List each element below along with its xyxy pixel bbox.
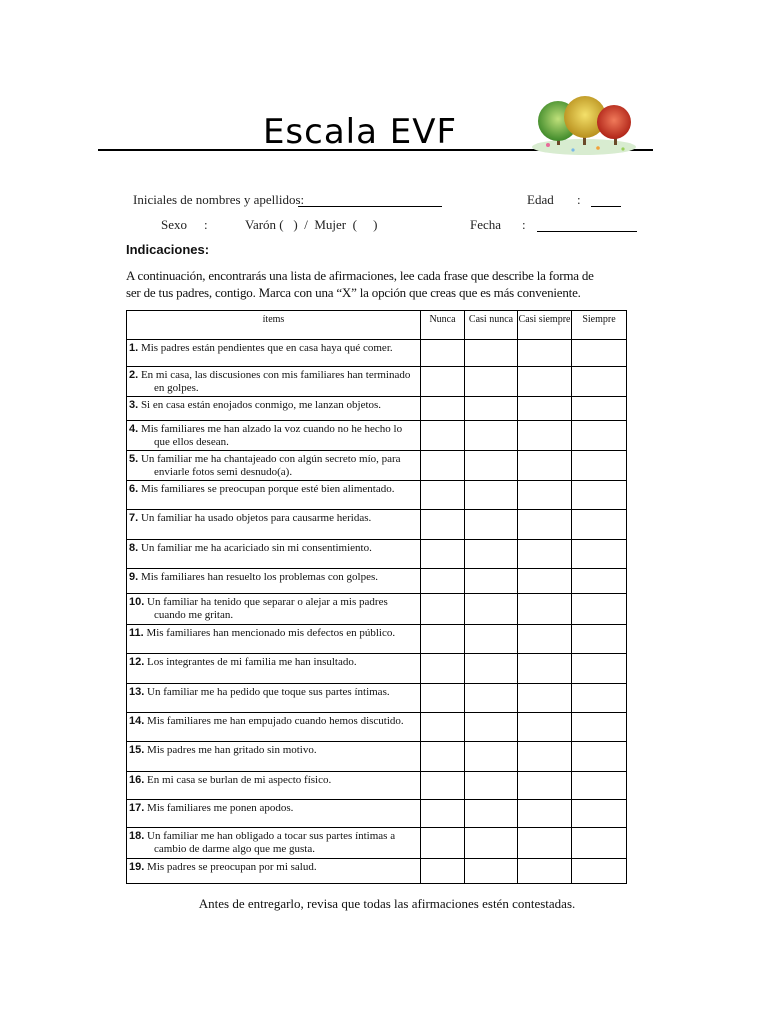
answer-cell-casi-siempre[interactable] <box>518 540 572 569</box>
item-statement <box>127 510 421 540</box>
answer-cell-casi-siempre[interactable] <box>518 800 572 828</box>
answer-cell-casi-siempre[interactable] <box>518 397 572 421</box>
item-text-continued: que ellos desean. <box>154 436 229 448</box>
item-number: 17. <box>129 802 145 814</box>
table-row <box>127 569 627 594</box>
answer-cell-siempre[interactable] <box>572 367 627 397</box>
item-number: 5. <box>129 453 139 465</box>
table-row <box>127 800 627 828</box>
item-number: 6. <box>129 483 139 495</box>
item-text-continued: cambio de darme algo que me gusta. <box>154 843 315 855</box>
item-statement <box>127 772 421 800</box>
item-text: Mis familiares han mencionado mis defectos en público. <box>146 627 396 639</box>
item-text: En mi casa, las discusiones con mis familiares han terminado <box>140 369 411 381</box>
answer-cell-casi-nunca[interactable] <box>465 510 518 540</box>
table-row <box>127 451 627 481</box>
answer-cell-nunca[interactable] <box>421 397 465 421</box>
item-text: Mis padres se preocupan por mi salud. <box>147 861 317 873</box>
answer-cell-casi-nunca[interactable] <box>465 421 518 451</box>
item-statement <box>127 684 421 713</box>
item-text: Si en casa están enojados conmigo, me lanzan objetos. <box>140 399 382 411</box>
trees-logo-icon <box>528 95 640 157</box>
item-text: Mis familiares me han empujado cuando hemos discutido. <box>147 715 404 727</box>
table-row <box>127 772 627 800</box>
item-statement <box>127 340 421 367</box>
item-statement <box>127 569 421 594</box>
sexo-colon: : <box>204 217 208 232</box>
answer-cell-casi-siempre[interactable] <box>518 594 572 625</box>
initials-input-line[interactable] <box>298 206 442 207</box>
item-number: 12. <box>129 656 145 668</box>
item-text: Un familiar me ha pedido que toque sus partes íntimas. <box>147 686 390 698</box>
answer-cell-casi-nunca[interactable] <box>465 397 518 421</box>
header-casi-nunca: Casi nunca <box>465 311 518 340</box>
answer-cell-siempre[interactable] <box>572 800 627 828</box>
item-statement <box>127 742 421 772</box>
item-text-continued: cuando me gritan. <box>154 609 234 621</box>
item-statement <box>127 481 421 510</box>
item-text-continued: en golpes. <box>154 382 199 394</box>
answer-cell-siempre[interactable] <box>572 540 627 569</box>
answer-cell-casi-nunca[interactable] <box>465 451 518 481</box>
item-number: 11. <box>129 627 144 639</box>
answer-cell-nunca[interactable] <box>421 654 465 684</box>
answer-cell-siempre[interactable] <box>572 684 627 713</box>
answer-cell-casi-nunca[interactable] <box>465 340 518 367</box>
item-statement <box>127 859 421 884</box>
answer-cell-nunca[interactable] <box>421 594 465 625</box>
table-row <box>127 594 627 625</box>
answer-cell-casi-nunca[interactable] <box>465 654 518 684</box>
answer-cell-casi-siempre[interactable] <box>518 481 572 510</box>
answer-cell-siempre[interactable] <box>572 594 627 625</box>
answer-cell-casi-siempre[interactable] <box>518 625 572 654</box>
table-row <box>127 397 627 421</box>
item-number: 2. <box>129 369 139 381</box>
sexo-label: Sexo <box>161 217 187 232</box>
answer-cell-nunca[interactable] <box>421 625 465 654</box>
item-statement <box>127 828 421 859</box>
item-number: 13. <box>129 686 145 698</box>
table-row <box>127 859 627 884</box>
item-text: Mis familiares han resuelto los problemas con golpes. <box>140 571 378 583</box>
item-text: Un familiar ha tenido que separar o alejar a mis padres <box>147 596 388 608</box>
answer-cell-nunca[interactable] <box>421 340 465 367</box>
edad-colon: : <box>577 192 581 207</box>
table-row <box>127 481 627 510</box>
item-statement <box>127 713 421 742</box>
answer-cell-casi-nunca[interactable] <box>465 594 518 625</box>
table-row <box>127 540 627 569</box>
answer-cell-siempre[interactable] <box>572 340 627 367</box>
answer-cell-nunca[interactable] <box>421 742 465 772</box>
answer-cell-casi-siempre[interactable] <box>518 421 572 451</box>
table-row <box>127 828 627 859</box>
item-statement <box>127 421 421 451</box>
answer-cell-casi-siempre[interactable] <box>518 367 572 397</box>
answer-cell-casi-siempre[interactable] <box>518 828 572 859</box>
item-number: 15. <box>129 744 145 756</box>
item-text: En mi casa se burlan de mi aspecto físico. <box>147 774 332 786</box>
item-number: 4. <box>129 423 139 435</box>
answer-cell-casi-nunca[interactable] <box>465 828 518 859</box>
table-row <box>127 367 627 397</box>
item-number: 18. <box>129 830 145 842</box>
item-text: Los integrantes de mi familia me han insultado. <box>147 656 357 668</box>
fecha-label: Fecha <box>470 217 502 232</box>
item-text: Un familiar me han obligado a tocar sus partes íntimas a <box>147 830 396 842</box>
item-number: 16. <box>129 774 145 786</box>
answer-cell-casi-siempre[interactable] <box>518 684 572 713</box>
answer-cell-nunca[interactable] <box>421 481 465 510</box>
answer-cell-nunca[interactable] <box>421 800 465 828</box>
initials-label: Iniciales de nombres y apellidos: <box>133 192 305 207</box>
item-statement <box>127 625 421 654</box>
item-statement <box>127 397 421 421</box>
header-casi-siempre: Casi siempre <box>518 311 572 340</box>
answer-cell-nunca[interactable] <box>421 510 465 540</box>
header-nunca: Nunca <box>421 311 465 340</box>
answer-cell-casi-siempre[interactable] <box>518 713 572 742</box>
answer-cell-nunca[interactable] <box>421 713 465 742</box>
answer-cell-casi-siempre[interactable] <box>518 654 572 684</box>
item-text: Mis familiares se preocupan porque esté bien alimentado. <box>140 483 395 495</box>
fecha-colon: : <box>522 217 526 232</box>
answer-cell-siempre[interactable] <box>572 859 627 884</box>
header-siempre: Siempre <box>572 311 627 340</box>
instructions-heading: Indicaciones: <box>126 242 210 257</box>
edad-input-line[interactable] <box>591 206 621 207</box>
answer-cell-nunca[interactable] <box>421 540 465 569</box>
answer-cell-nunca[interactable] <box>421 684 465 713</box>
answer-cell-nunca[interactable] <box>421 367 465 397</box>
answer-cell-siempre[interactable] <box>572 451 627 481</box>
answer-cell-siempre[interactable] <box>572 772 627 800</box>
answer-cell-casi-siempre[interactable] <box>518 569 572 594</box>
answer-cell-siempre[interactable] <box>572 625 627 654</box>
item-number: 7. <box>129 512 139 524</box>
answer-cell-casi-nunca[interactable] <box>465 800 518 828</box>
item-statement <box>127 800 421 828</box>
item-statement <box>127 594 421 625</box>
answer-cell-casi-siempre[interactable] <box>518 510 572 540</box>
answer-cell-casi-siempre[interactable] <box>518 772 572 800</box>
answer-cell-nunca[interactable] <box>421 451 465 481</box>
header-items: ítems <box>127 311 421 340</box>
answer-cell-siempre[interactable] <box>572 828 627 859</box>
item-statement <box>127 540 421 569</box>
edad-label: Edad <box>527 192 554 207</box>
fecha-input-line[interactable] <box>537 231 637 232</box>
item-statement <box>127 367 421 397</box>
answer-cell-siempre[interactable] <box>572 481 627 510</box>
item-number: 10. <box>129 596 145 608</box>
answer-cell-casi-siempre[interactable] <box>518 340 572 367</box>
answer-cell-nunca[interactable] <box>421 569 465 594</box>
sexo-options[interactable]: Varón ( ) / Mujer ( ) <box>245 217 378 232</box>
item-text: Mis padres me han gritado sin motivo. <box>147 744 317 756</box>
table-row <box>127 742 627 772</box>
answer-cell-casi-nunca[interactable] <box>465 713 518 742</box>
table-row <box>127 510 627 540</box>
answer-cell-casi-siempre[interactable] <box>518 451 572 481</box>
item-number: 9. <box>129 571 139 583</box>
item-text-continued: enviarle fotos semi desnudo(a). <box>154 466 293 478</box>
answer-cell-casi-nunca[interactable] <box>465 742 518 772</box>
answer-cell-siempre[interactable] <box>572 713 627 742</box>
item-number: 19. <box>129 861 145 873</box>
page-title: Escala EVF <box>262 112 458 152</box>
table-row <box>127 421 627 451</box>
answer-cell-nunca[interactable] <box>421 772 465 800</box>
answer-cell-casi-nunca[interactable] <box>465 481 518 510</box>
answer-cell-siempre[interactable] <box>572 510 627 540</box>
item-text: Mis familiares me han alzado la voz cuando no he hecho lo <box>140 423 403 435</box>
answer-cell-casi-nunca[interactable] <box>465 367 518 397</box>
footer-note: Antes de entregarlo, revisa que todas las afirmaciones estén contestadas. <box>198 896 576 911</box>
answer-cell-casi-nunca[interactable] <box>465 684 518 713</box>
table-row <box>127 340 627 367</box>
table-row <box>127 684 627 713</box>
answer-cell-nunca[interactable] <box>421 828 465 859</box>
item-text: Un familiar me ha chantajeado con algún secreto mío, para <box>140 453 401 465</box>
item-number: 3. <box>129 399 139 411</box>
table-header-row <box>127 311 627 340</box>
answer-cell-casi-siempre[interactable] <box>518 859 572 884</box>
answer-cell-casi-nunca[interactable] <box>465 772 518 800</box>
answer-cell-casi-nunca[interactable] <box>465 540 518 569</box>
answer-cell-siempre[interactable] <box>572 397 627 421</box>
items-table <box>126 310 627 884</box>
answer-cell-casi-nunca[interactable] <box>465 569 518 594</box>
item-statement <box>127 451 421 481</box>
item-text: Un familiar me ha acariciado sin mi consentimiento. <box>140 542 372 554</box>
answer-cell-nunca[interactable] <box>421 421 465 451</box>
answer-cell-casi-siempre[interactable] <box>518 742 572 772</box>
table-row <box>127 713 627 742</box>
table-row <box>127 625 627 654</box>
answer-cell-siempre[interactable] <box>572 742 627 772</box>
answer-cell-nunca[interactable] <box>421 859 465 884</box>
answer-cell-casi-nunca[interactable] <box>465 625 518 654</box>
answer-cell-siempre[interactable] <box>572 569 627 594</box>
answer-cell-casi-nunca[interactable] <box>465 859 518 884</box>
item-statement <box>127 654 421 684</box>
item-number: 8. <box>129 542 139 554</box>
answer-cell-siempre[interactable] <box>572 421 627 451</box>
instructions-text: A continuación, encontrarás una lista de afirmaciones, lee cada frase que describe la forma de ser de tus padres, contigo. Marca con una “X” la opción que creas que es más conveniente. <box>126 268 594 300</box>
item-text: Un familiar ha usado objetos para causarme heridas. <box>140 512 372 524</box>
answer-cell-siempre[interactable] <box>572 654 627 684</box>
item-number: 1. <box>129 342 139 354</box>
item-text: Mis familiares me ponen apodos. <box>147 802 294 814</box>
table-row <box>127 654 627 684</box>
item-number: 14. <box>129 715 145 727</box>
item-text: Mis padres están pendientes que en casa haya qué comer. <box>140 342 393 354</box>
